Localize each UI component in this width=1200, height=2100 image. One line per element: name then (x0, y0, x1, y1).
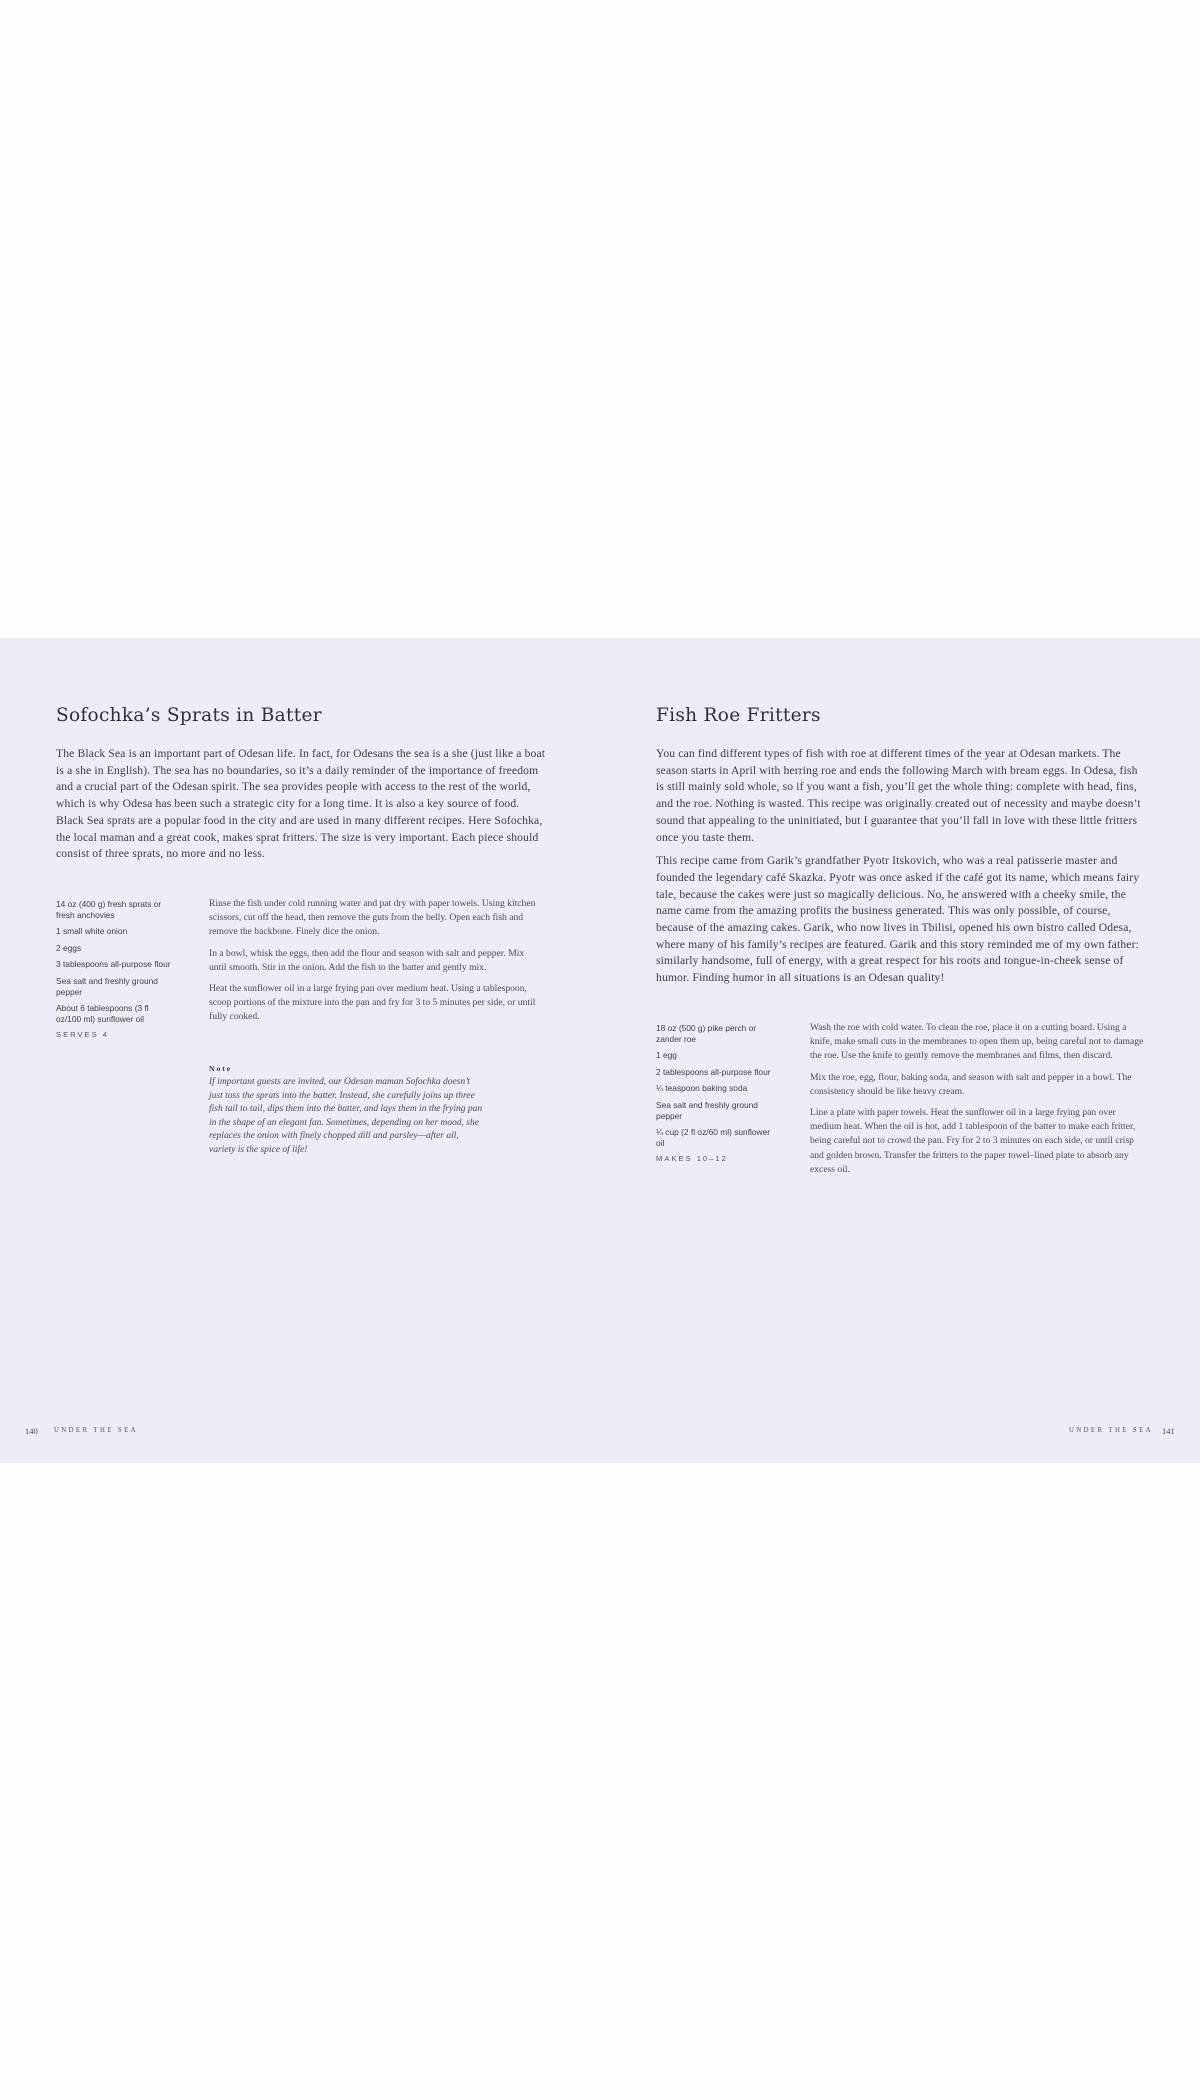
yield-label: MAKES 10–12 (656, 1154, 728, 1164)
method-step: In a bowl, whisk the eggs, then add the flour and season with salt and pepper. Mix until smooth. Stir in the onion. Add the fish to the batter and gently mix. (209, 947, 525, 973)
method-step: Wash the roe with cold water. To clean the roe, place it on a cutting board. Using a knife, make small cuts in the membranes to open them up, being careful not to damage the roe. Use the knife to gently remove the membranes and films, then discard. (810, 1022, 1144, 1062)
note-text: If important guests are invited, our Odesan maman Sofochka doesn’t just toss the sprats into the batter. Instead, she carefully joins up three fish tail to tail, dips them into the batter, and lays them in the frying pan in the shape of an elegant fan. Sometimes, depending on her mood, she replaces the onion with finely chopped dill and parsley—after all, variety is the spice of life! (209, 1077, 483, 1155)
ingredient-item: Sea salt and freshly ground pepper (56, 975, 158, 997)
recipe-title: Fish Roe Fritters (656, 705, 821, 726)
recipe-note (209, 1064, 484, 1158)
ingredient-list (56, 899, 176, 1041)
method-step: Rinse the fish under cold running water and pat dry with paper towels. Using kitchen scissors, cut off the head, then remove the guts from the belly. Open each fish and remove the backbone. Finely dice the onion. (209, 898, 536, 938)
ingredient-item: 18 oz (500 g) pike perch or zander roe (656, 1023, 757, 1044)
left-page (0, 638, 600, 1463)
intro-text (656, 746, 1146, 987)
book-spread (0, 638, 1200, 1463)
ingredient-item: 14 oz (400 g) fresh sprats or fresh anchovies (56, 899, 162, 920)
page-number: 140 (25, 1426, 38, 1436)
intro-paragraph: You can find different types of fish with roe at different times of the year at Odesan markets. The season starts in April with herring roe and ends the following March with bream eggs. In Odesa, fish is still mainly sold whole, so if you want a fish, you’ll get the whole thing: complete with head, fins, and the roe. Nothing is wasted. This recipe was originally created out of necessity and maybe doesn’t sound that appealing to the uninitiated, but I guarantee that you’ll fall in love with these little fritters once you taste them. (656, 747, 1141, 844)
ingredient-item: 3 tablespoons all-purpose flour (56, 959, 171, 970)
ingredient-list (656, 1023, 776, 1165)
running-head: UNDER THE SEA (54, 1427, 138, 1434)
ingredient-item: About 6 tablespoons (3 fl oz/100 ml) sunflower oil (56, 1003, 149, 1024)
ingredient-item: 1 egg (656, 1050, 677, 1061)
method-steps (810, 1021, 1145, 1177)
note-label: Note (209, 1064, 233, 1073)
yield-label: SERVES 4 (56, 1030, 110, 1040)
method-step: Mix the roe, egg, flour, baking soda, and season with salt and pepper in a bowl. The consistency should be like heavy cream. (810, 1071, 1132, 1097)
running-head: UNDER THE SEA (1069, 1427, 1153, 1434)
method-steps (209, 897, 544, 1025)
page-number: 141 (1162, 1426, 1175, 1436)
ingredient-item: ¼ cup (2 fl oz/60 ml) sunflower oil (656, 1127, 771, 1148)
intro-paragraph: The Black Sea is an important part of Odesan life. In fact, for Odesans the sea is a she (just like a boat is a she in English). The sea has no boundaries, so it’s a daily reminder of the importance of freedom and a crucial part of the Odesan spirit. The sea provides people with access to the rest of the world, which is why Odesa has been such a strategic city for a long time. It is also a key source of food. Black Sea sprats are a popular food in the city and are used in many different recipes. Here Sofochka, the local maman and a great cook, makes sprat fritters. The size is very important. Each piece should consist of three sprats, no more and no less. (56, 747, 546, 861)
ingredient-item: ¼ teaspoon baking soda (656, 1083, 748, 1094)
intro-paragraph: This recipe came from Garik’s grandfather Pyotr Itskovich, who was a real patisserie master and founded the legendary café Skazka. Pyotr was once asked if the café got its name, which means fairy tale, because the cakes were just so magically delicious. No, he answered with a cheeky smile, the name came from the amazing profits the business generated. This was only possible, of course, because of the amazing cakes. Garik, who now lives in Tbilisi, opened his own bistro called Odesa, where many of his family’s recipes are featured. Garik and this story reminded me of my own father: similarly handsome, full of energy, with a great respect for his roots and tongue-in-cheek sense of humor. Finding humor in all situations is an Odesan quality! (656, 854, 1140, 985)
intro-text (56, 746, 546, 863)
ingredient-item: Sea salt and freshly ground pepper (656, 1099, 758, 1121)
method-step: Line a plate with paper towels. Heat the sunflower oil in a large frying pan over medium heat. When the oil is hot, add 1 tablespoon of the batter to make each fritter, being careful not to crowd the pan. Fry for 2 to 3 minutes on each side, or until crisp and golden brown. Transfer the fritters to the paper towel–lined plate to absorb any excess oil. (810, 1107, 1136, 1175)
ingredient-item: 1 small white onion (56, 926, 128, 937)
method-step: Heat the sunflower oil in a large frying pan over medium heat. Using a tablespoon, scoop portions of the mixture into the pan and fry for 3 to 5 minutes per side, or until fully cooked. (209, 983, 536, 1023)
recipe-title: Sofochka’s Sprats in Batter (56, 705, 322, 726)
ingredient-item: 2 eggs (56, 942, 82, 953)
right-page (600, 638, 1200, 1463)
ingredient-item: 2 tablespoons all-purpose flour (656, 1066, 771, 1077)
